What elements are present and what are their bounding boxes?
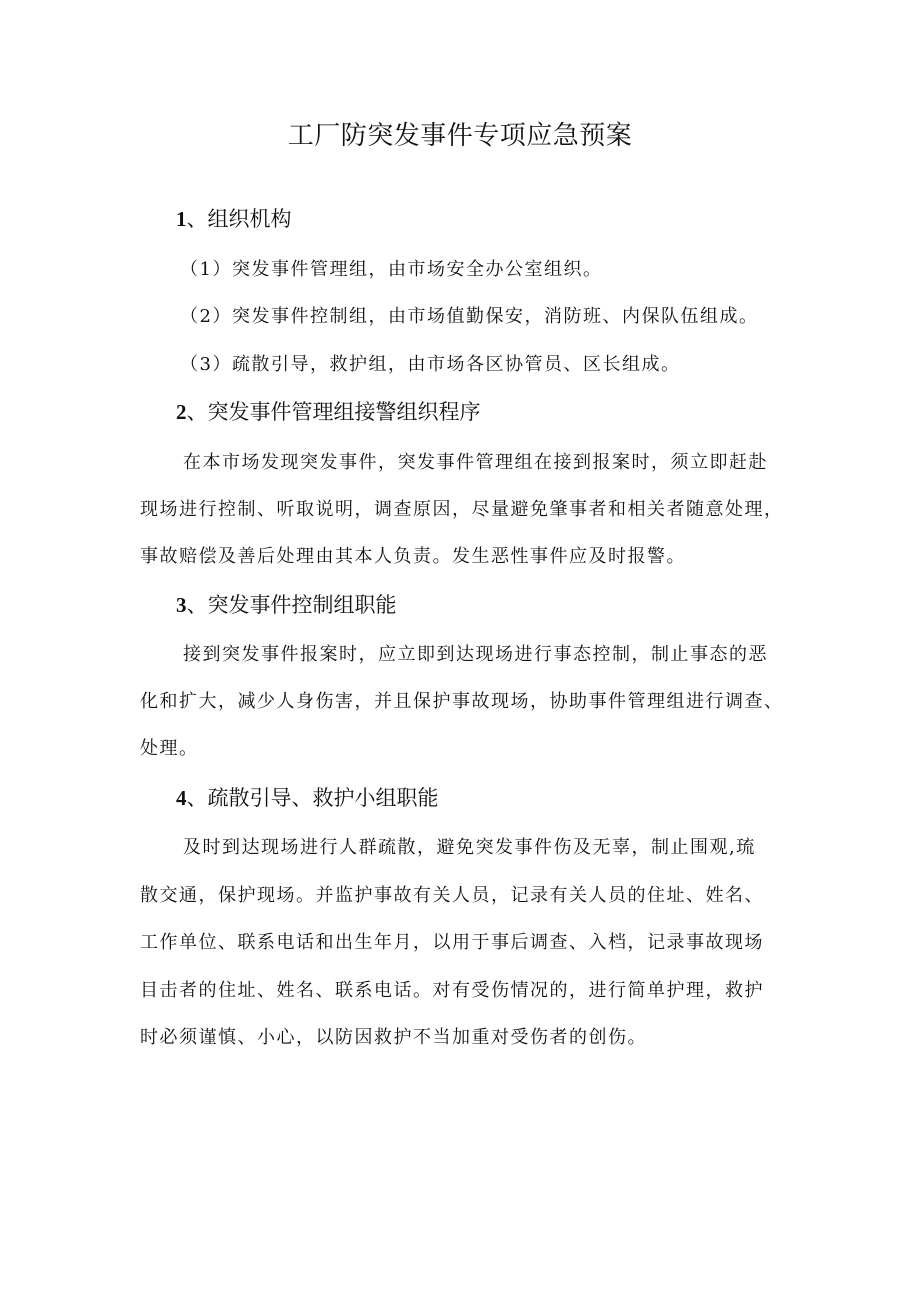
paragraph-line: 时必须谨慎、小心，以防因救护不当加重对受伤者的创伤。 — [140, 1027, 647, 1048]
list-item: （2）突发事件控制组，由市场值勤保安，消防班、内保队伍组成。 — [180, 306, 759, 327]
paragraph-line: 在本市场发现突发事件，突发事件管理组在接到报案时，须立即赶赴 — [183, 452, 768, 473]
paragraph-line: 目击者的住址、姓名、联系电话。对有受伤情况的，进行简单护理，救护 — [140, 980, 764, 1001]
section-heading-2 — [176, 397, 481, 427]
paragraph-line: 现场进行控制、听取说明，调查原因，尽量避免肇事者和相关者随意处理， — [140, 499, 784, 520]
paragraph-line: 处理。 — [140, 738, 199, 759]
paragraph-line: 散交通，保护现场。并监护事故有关人员，记录有关人员的住址、姓名、 — [140, 885, 764, 906]
section-heading-3 — [176, 590, 397, 620]
section-heading-4 — [176, 783, 439, 813]
section-heading-1 — [176, 204, 292, 234]
paragraph-line: 事故赔偿及善后处理由其本人负责。发生恶性事件应及时报警。 — [140, 546, 686, 567]
section-heading-text: 、组织机构 — [186, 207, 292, 231]
paragraph-line: 接到突发事件报案时，应立即到达现场进行事态控制，制止事态的恶 — [183, 644, 768, 665]
list-item: （3）疏散引导，救护组，由市场各区协管员、区长组成。 — [180, 354, 681, 375]
paragraph-line: 工作单位、联系电话和出生年月，以用于事后调查、入档，记录事故现场 — [140, 932, 764, 953]
document-title: 工厂防突发事件专项应急预案 — [287, 121, 633, 151]
paragraph-line: 及时到达现场进行人群疏散，避免突发事件伤及无辜，制止围观,琉 — [183, 837, 756, 858]
section-number: 2 — [176, 400, 187, 424]
section-number: 4 — [176, 786, 187, 810]
section-heading-text: 、疏散引导、救护小组职能 — [186, 786, 439, 810]
section-heading-text: 、突发事件控制组职能 — [186, 593, 397, 617]
section-number: 3 — [176, 593, 187, 617]
paragraph-line: 化和扩大，减少人身伤害，并且保护事故现场，协助事件管理组进行调查、 — [140, 691, 784, 712]
section-heading-text: 、突发事件管理组接警组织程序 — [186, 400, 481, 424]
section-number: 1 — [176, 207, 187, 231]
list-item: （1）突发事件管理组，由市场安全办公室组织。 — [180, 259, 603, 280]
